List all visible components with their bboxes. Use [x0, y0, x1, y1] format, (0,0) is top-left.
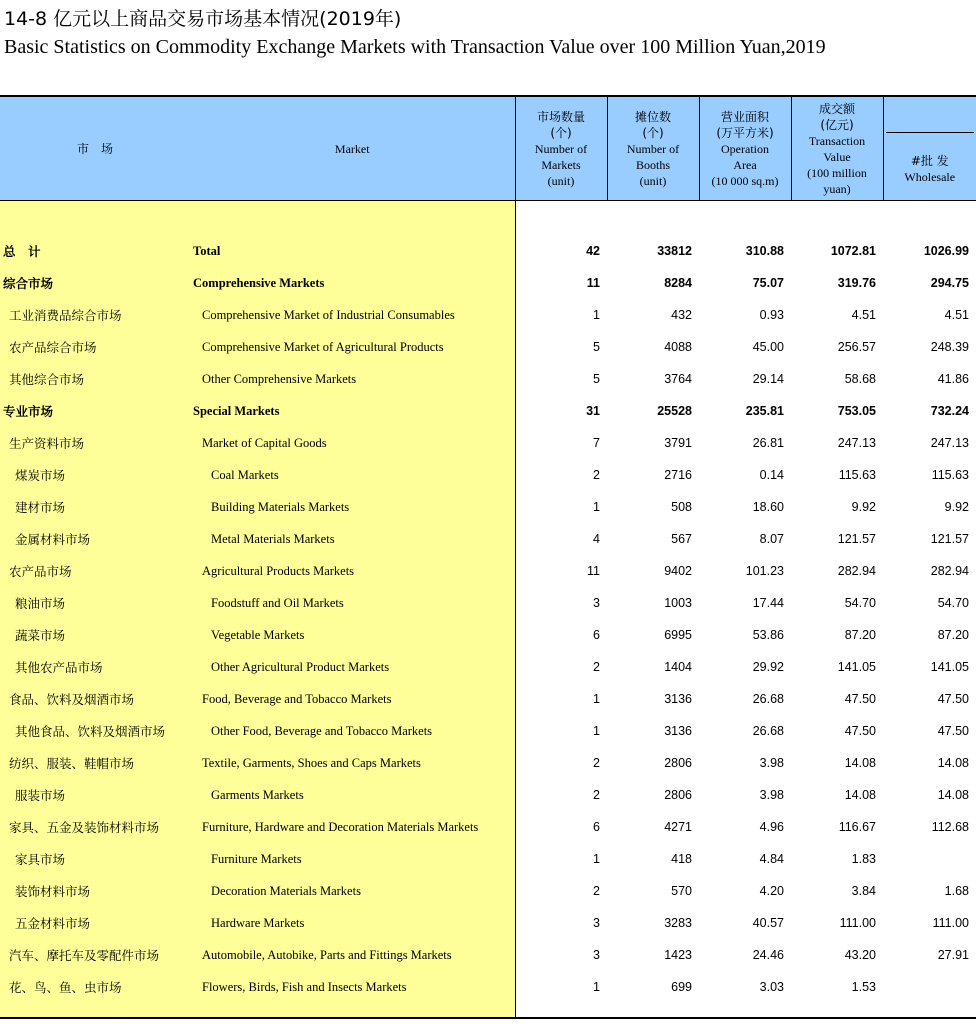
header-wholesale-cn: #批 发 [910, 154, 949, 168]
header-operation-area-en: Operation Area (10 000 sq.m) [711, 141, 779, 188]
cell-transaction-value: 47.50 [844, 724, 876, 738]
cell-operation-area: 18.60 [752, 500, 784, 514]
cell-operation-area: 3.98 [759, 788, 784, 802]
cell-transaction-value: 247.13 [837, 436, 876, 450]
cell-number-of-booths: 508 [671, 500, 692, 514]
cell-number-of-booths: 432 [671, 308, 692, 322]
cell-market-cn: 纺织、服装、鞋帽市场 [0, 747, 190, 779]
cell-operation-area: 53.86 [752, 628, 784, 642]
cell-market-cn: 食品、饮料及烟酒市场 [0, 683, 190, 715]
cell-operation-area: 310.88 [745, 244, 784, 258]
header-wholesale-en: Wholesale [904, 170, 956, 184]
cell-operation-area: 4.96 [759, 820, 784, 834]
table-row [0, 459, 976, 491]
cell-number-of-markets: 42 [586, 244, 600, 258]
cell-operation-area: 3.03 [759, 980, 784, 994]
cell-number-of-booths: 1423 [664, 948, 692, 962]
cell-transaction-value: 115.63 [838, 468, 876, 482]
header-wholesale [883, 96, 976, 201]
cell-transaction-value: 43.20 [844, 948, 876, 962]
cell-transaction-value: 87.20 [844, 628, 876, 642]
cell-market-cn: 金属材料市场 [0, 523, 190, 555]
cell-number-of-markets: 2 [593, 884, 600, 898]
table-row [0, 235, 976, 267]
cell-number-of-booths: 4271 [664, 820, 692, 834]
cell-market-en: Comprehensive Markets [190, 267, 515, 299]
cell-transaction-value: 111.00 [839, 916, 876, 930]
cell-number-of-booths: 2716 [664, 468, 692, 482]
cell-number-of-markets: 1 [593, 308, 600, 322]
cell-number-of-booths: 4088 [664, 340, 692, 354]
cell-wholesale [883, 971, 976, 1003]
cell-wholesale: 54.70 [937, 596, 969, 610]
cell-operation-area: 4.84 [759, 852, 784, 866]
cell-number-of-booths: 567 [671, 532, 692, 546]
cell-wholesale [883, 843, 976, 875]
cell-market-cn: 综合市场 [0, 267, 190, 299]
cell-number-of-booths: 25528 [657, 404, 692, 418]
cell-transaction-value: 4.51 [851, 308, 876, 322]
cell-market-en: Building Materials Markets [190, 491, 515, 523]
table-row [0, 555, 976, 587]
cell-operation-area: 29.14 [752, 372, 784, 386]
cell-operation-area: 75.07 [752, 276, 784, 290]
cell-wholesale: 248.39 [930, 340, 969, 354]
cell-market-cn: 粮油市场 [0, 587, 190, 619]
header-market-en: Market [190, 96, 515, 201]
table-row [0, 299, 976, 331]
cell-operation-area: 26.68 [752, 692, 784, 706]
table-row [0, 395, 976, 427]
cell-number-of-booths: 699 [671, 980, 692, 994]
cell-market-cn: 专业市场 [0, 395, 190, 427]
cell-wholesale: 9.92 [944, 500, 969, 514]
cell-transaction-value: 141.05 [837, 660, 876, 674]
cell-number-of-markets: 3 [593, 948, 600, 962]
header-number-of-booths-cn: 摊位数 (个) [634, 109, 671, 140]
cell-wholesale: 47.50 [937, 724, 969, 738]
cell-wholesale: 247.13 [930, 436, 969, 450]
cell-transaction-value: 14.08 [844, 756, 876, 770]
cell-market-en: Flowers, Birds, Fish and Insects Markets [190, 971, 515, 1003]
table-row [0, 907, 976, 939]
table-row [0, 811, 976, 843]
cell-market-cn: 其他农产品市场 [0, 651, 190, 683]
cell-market-cn: 家具、五金及装饰材料市场 [0, 811, 190, 843]
cell-wholesale: 141.05 [930, 660, 969, 674]
cell-market-en: Metal Materials Markets [190, 523, 515, 555]
cell-transaction-value: 9.92 [851, 500, 876, 514]
cell-market-en: Other Agricultural Product Markets [190, 651, 515, 683]
header-wholesale-block [886, 132, 975, 185]
cell-market-en: Decoration Materials Markets [190, 875, 515, 907]
cell-market-en: Comprehensive Market of Industrial Consumables [190, 299, 515, 331]
cell-market-en: Market of Capital Goods [190, 427, 515, 459]
cell-transaction-value: 319.76 [837, 276, 876, 290]
title-english: Basic Statistics on Commodity Exchange Markets with Transaction Value over 100 Million Yuan,2019 [4, 36, 826, 58]
cell-operation-area: 24.46 [752, 948, 784, 962]
table-row [0, 363, 976, 395]
cell-number-of-markets: 7 [593, 436, 600, 450]
header-transaction-value-cn: 成交额 (亿元) [818, 101, 855, 132]
cell-number-of-markets: 1 [593, 980, 600, 994]
cell-market-en: Automobile, Autobike, Parts and Fittings Markets [190, 939, 515, 971]
cell-number-of-markets: 2 [593, 660, 600, 674]
cell-number-of-booths: 33812 [657, 244, 692, 258]
header-number-of-booths [607, 96, 699, 201]
cell-number-of-markets: 2 [593, 468, 600, 482]
cell-transaction-value: 1.53 [851, 980, 876, 994]
cell-market-en: Furniture Markets [190, 843, 515, 875]
cell-market-cn: 煤炭市场 [0, 459, 190, 491]
table-row [0, 651, 976, 683]
header-number-of-markets-cn: 市场数量 (个) [536, 109, 585, 140]
cell-number-of-markets: 31 [586, 404, 600, 418]
table-row [0, 587, 976, 619]
cell-number-of-booths: 418 [671, 852, 692, 866]
cell-number-of-booths: 3764 [664, 372, 692, 386]
cell-market-cn: 汽车、摩托车及零配件市场 [0, 939, 190, 971]
cell-market-en: Furniture, Hardware and Decoration Materials Markets [190, 811, 515, 843]
table-row [0, 971, 976, 1003]
cell-market-en: Food, Beverage and Tobacco Markets [190, 683, 515, 715]
header-transaction-value [791, 96, 883, 201]
cell-number-of-booths: 9402 [664, 564, 692, 578]
cell-number-of-markets: 3 [593, 596, 600, 610]
cell-number-of-markets: 5 [593, 340, 600, 354]
cell-number-of-booths: 8284 [664, 276, 692, 290]
cell-market-en: Agricultural Products Markets [190, 555, 515, 587]
cell-wholesale: 27.91 [937, 948, 969, 962]
cell-operation-area: 3.98 [759, 756, 784, 770]
table-spacer-row [0, 201, 976, 236]
cell-number-of-markets: 1 [593, 724, 600, 738]
cell-operation-area: 4.20 [759, 884, 784, 898]
cell-market-cn: 五金材料市场 [0, 907, 190, 939]
cell-market-cn: 蔬菜市场 [0, 619, 190, 651]
cell-market-cn: 家具市场 [0, 843, 190, 875]
cell-number-of-markets: 2 [593, 756, 600, 770]
cell-number-of-markets: 11 [586, 276, 600, 290]
cell-wholesale: 47.50 [937, 692, 969, 706]
cell-wholesale: 115.63 [931, 468, 969, 482]
cell-number-of-markets: 3 [593, 916, 600, 930]
cell-market-cn: 花、鸟、鱼、虫市场 [0, 971, 190, 1003]
table-body [0, 201, 976, 1019]
cell-number-of-markets: 2 [593, 788, 600, 802]
cell-operation-area: 29.92 [752, 660, 784, 674]
table-row [0, 875, 976, 907]
cell-number-of-markets: 6 [593, 820, 600, 834]
cell-transaction-value: 3.84 [851, 884, 876, 898]
cell-market-cn: 农产品市场 [0, 555, 190, 587]
cell-market-en: Textile, Garments, Shoes and Caps Markets [190, 747, 515, 779]
header-transaction-value-en: Transaction Value (100 million yuan) [807, 133, 867, 196]
cell-wholesale: 112.68 [931, 820, 969, 834]
cell-market-cn: 农产品综合市场 [0, 331, 190, 363]
table-row [0, 843, 976, 875]
table-row [0, 683, 976, 715]
cell-transaction-value: 1072.81 [830, 244, 876, 258]
table-row [0, 619, 976, 651]
header-number-of-markets-en: Number of Markets (unit) [534, 141, 588, 188]
cell-wholesale: 1.68 [944, 884, 969, 898]
cell-market-cn: 生产资料市场 [0, 427, 190, 459]
cell-operation-area: 235.81 [745, 404, 784, 418]
statistics-table-container [0, 95, 976, 1019]
cell-operation-area: 45.00 [752, 340, 784, 354]
table-row [0, 331, 976, 363]
cell-market-cn: 建材市场 [0, 491, 190, 523]
header-operation-area-cn: 营业面积 (万平方米) [716, 109, 774, 140]
cell-wholesale: 282.94 [930, 564, 969, 578]
cell-transaction-value: 47.50 [844, 692, 876, 706]
cell-market-en: Total [190, 235, 515, 267]
cell-market-en: Other Food, Beverage and Tobacco Markets [190, 715, 515, 747]
title-chinese: 14-8 亿元以上商品交易市场基本情况(2019年) [4, 8, 402, 30]
cell-market-en: Special Markets [190, 395, 515, 427]
cell-number-of-booths: 3791 [664, 436, 692, 450]
header-number-of-markets [515, 96, 607, 201]
cell-market-cn: 其他食品、饮料及烟酒市场 [0, 715, 190, 747]
cell-transaction-value: 14.08 [844, 788, 876, 802]
cell-operation-area: 40.57 [752, 916, 784, 930]
table-row [0, 491, 976, 523]
cell-operation-area: 26.68 [752, 724, 784, 738]
cell-market-en: Other Comprehensive Markets [190, 363, 515, 395]
cell-wholesale: 121.57 [930, 532, 969, 546]
cell-market-cn: 工业消费品综合市场 [0, 299, 190, 331]
cell-market-cn: 服装市场 [0, 779, 190, 811]
cell-transaction-value: 1.83 [851, 852, 876, 866]
cell-wholesale: 732.24 [930, 404, 969, 418]
cell-number-of-booths: 2806 [664, 756, 692, 770]
table-row [0, 523, 976, 555]
cell-market-cn: 总 计 [0, 235, 190, 267]
cell-number-of-markets: 1 [593, 500, 600, 514]
cell-operation-area: 0.14 [759, 468, 784, 482]
table-row [0, 715, 976, 747]
cell-number-of-markets: 1 [593, 852, 600, 866]
cell-market-cn: 装饰材料市场 [0, 875, 190, 907]
statistics-table [0, 95, 976, 1019]
cell-market-en: Garments Markets [190, 779, 515, 811]
table-bottom-row [0, 1003, 976, 1018]
cell-market-en: Hardware Markets [190, 907, 515, 939]
cell-market-cn: 其他综合市场 [0, 363, 190, 395]
cell-number-of-booths: 3283 [664, 916, 692, 930]
cell-transaction-value: 58.68 [844, 372, 876, 386]
table-row [0, 779, 976, 811]
cell-transaction-value: 121.57 [837, 532, 876, 546]
cell-market-en: Foodstuff and Oil Markets [190, 587, 515, 619]
cell-transaction-value: 282.94 [837, 564, 876, 578]
cell-number-of-markets: 11 [587, 564, 600, 578]
cell-number-of-booths: 6995 [664, 628, 692, 642]
cell-wholesale: 14.08 [937, 756, 969, 770]
cell-wholesale: 111.00 [932, 916, 969, 930]
header-number-of-booths-en: Number of Booths (unit) [626, 141, 680, 188]
cell-transaction-value: 256.57 [837, 340, 876, 354]
cell-transaction-value: 753.05 [837, 404, 876, 418]
cell-wholesale: 41.86 [937, 372, 969, 386]
cell-wholesale: 14.08 [937, 788, 969, 802]
cell-transaction-value: 116.67 [838, 820, 876, 834]
cell-number-of-booths: 1404 [664, 660, 692, 674]
cell-wholesale: 294.75 [930, 276, 969, 290]
cell-market-en: Vegetable Markets [190, 619, 515, 651]
cell-number-of-markets: 4 [593, 532, 600, 546]
cell-wholesale: 4.51 [944, 308, 969, 322]
cell-wholesale: 87.20 [937, 628, 969, 642]
cell-number-of-markets: 5 [593, 372, 600, 386]
cell-operation-area: 26.81 [752, 436, 784, 450]
table-row [0, 267, 976, 299]
cell-wholesale: 1026.99 [923, 244, 969, 258]
table-header-row [0, 96, 976, 201]
cell-transaction-value: 54.70 [844, 596, 876, 610]
cell-market-en: Coal Markets [190, 459, 515, 491]
cell-operation-area: 0.93 [759, 308, 784, 322]
cell-number-of-booths: 1003 [664, 596, 692, 610]
cell-number-of-booths: 3136 [664, 692, 692, 706]
cell-number-of-booths: 3136 [664, 724, 692, 738]
table-row [0, 939, 976, 971]
cell-market-en: Comprehensive Market of Agricultural Products [190, 331, 515, 363]
table-row [0, 427, 976, 459]
cell-number-of-booths: 570 [671, 884, 692, 898]
cell-operation-area: 17.44 [752, 596, 784, 610]
header-operation-area [699, 96, 791, 201]
cell-number-of-markets: 6 [593, 628, 600, 642]
cell-number-of-markets: 1 [593, 692, 600, 706]
cell-operation-area: 101.23 [745, 564, 784, 578]
cell-number-of-booths: 2806 [664, 788, 692, 802]
cell-operation-area: 8.07 [759, 532, 784, 546]
header-market-cn: 市 场 [0, 96, 190, 201]
table-row [0, 747, 976, 779]
